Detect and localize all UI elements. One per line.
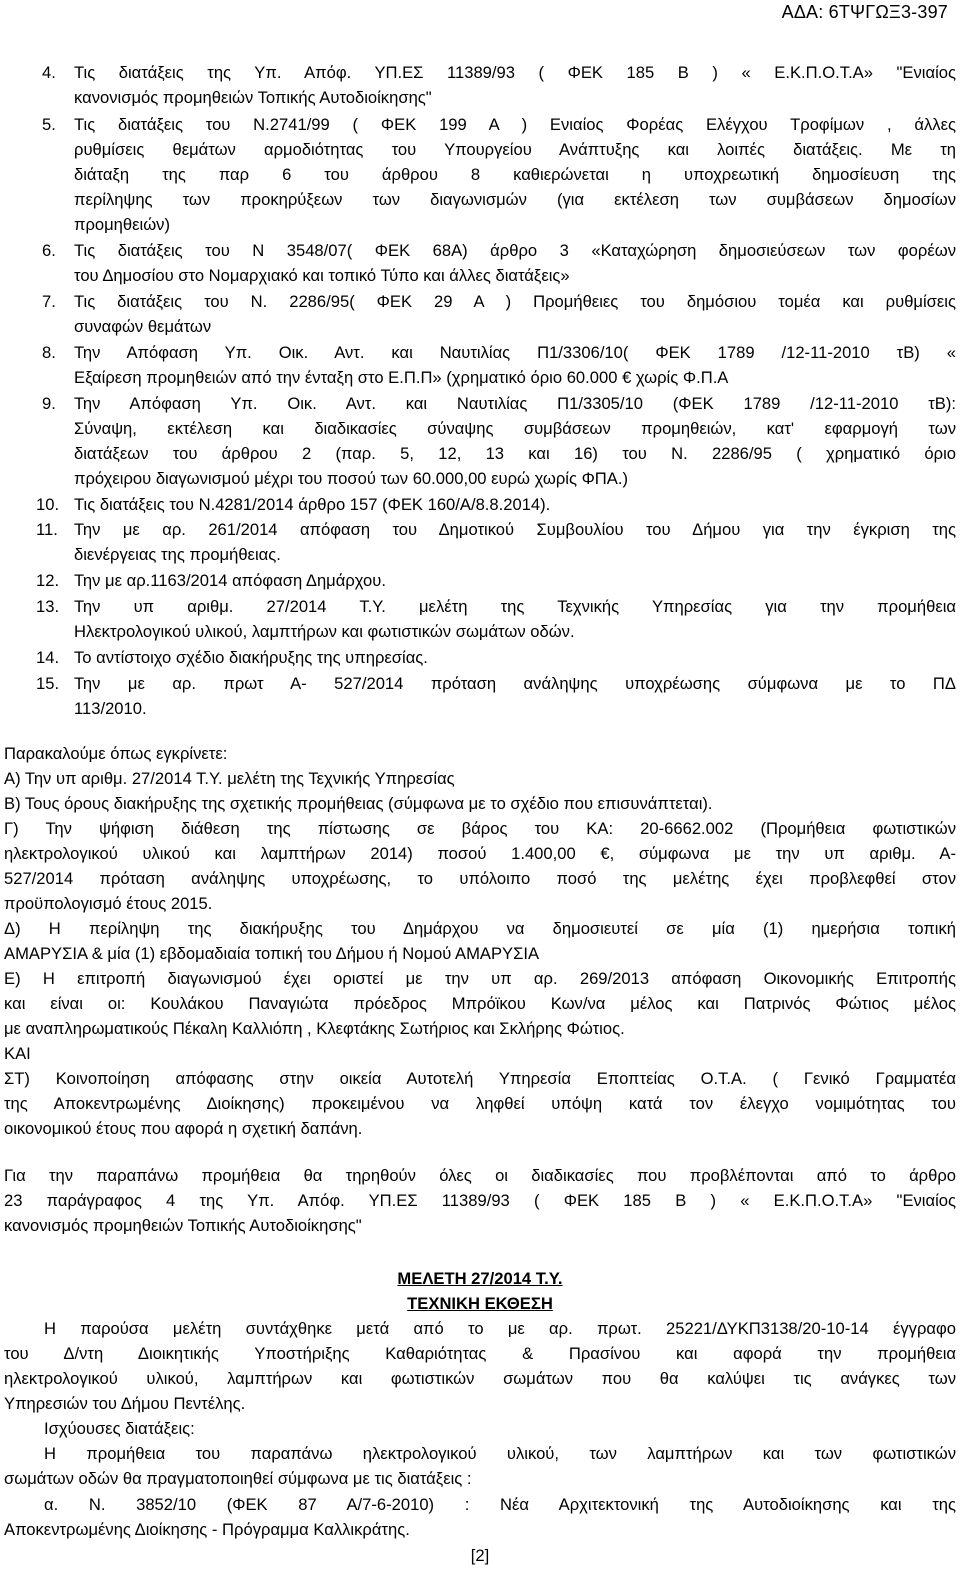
list-item-line: συναφών θεμάτων [74,317,212,336]
list-item-line: διατάξεων του άρθρου 2 (παρ. 5, 12, 13 και 16) του Ν. 2286/95 ( χρηματικό όριο [74,444,956,463]
list-item-number: 8. [42,343,56,362]
list-item-line: του Δημοσίου στο Νομαρχιακό και τοπικό Τύπο και άλλες διατάξεις» [74,266,570,285]
list-item-number: 12. [36,571,60,590]
list-item-number: 9. [42,394,56,413]
point-e-line: με αναπληρωματικούς Πέκαλη Καλλιόπη , Κλεφτάκης Σωτήριος και Σκλήρης Φώτιος. [4,1019,625,1038]
list-item-line: 113/2010. [74,699,147,718]
list-item-number: 10. [36,495,60,514]
point-b: Β) Τους όρους διακήρυξης της σχετικής προμήθειας (σύμφωνα με το σχέδιο που επισυνάπτεται). [4,794,713,813]
point-g-line: ηλεκτρολογικού υλικού και λαμπτήρων 2014) ποσού 1.400,00 €, σύμφωνα με την υπ αριθμ. Α- [4,844,956,863]
list-item-line: Τις διατάξεις του Ν.4281/2014 άρθρο 157 (ΦΕΚ 160/Α/8.8.2014). [74,495,551,514]
point-e-line: Ε) Η επιτροπή διαγωνισμού έχει οριστεί με την υπ αρ. 269/2013 απόφαση Οικονομικής Επιτροπής [4,969,956,988]
list-item-line: Τις διατάξεις της Υπ. Απόφ. ΥΠ.ΕΣ 11389/93 ( ΦΕΚ 185 Β ) « Ε.Κ.Π.Ο.Τ.Α» "Ενιαίος [74,63,956,82]
point-d-line: Δ) Η περίληψη της διακήρυξης του Δημάρχου να δημοσιευτεί σε μία (1) ημερήσια τοπική [4,919,956,938]
list-item-line: διενέργειας της προμήθειας. [74,545,281,564]
list-item-line: Την με αρ. πρωτ Α- 527/2014 πρόταση ανάληψης υποχρέωσης σύμφωνα με το ΠΔ [74,674,956,693]
study-paragraph-line: σωμάτων οδών θα πραγματοποιηθεί σύμφωνα με τις διατάξεις : [4,1469,472,1488]
list-item-line: Σύναψη, εκτέλεση και διαδικασίες σύναψης συμβάσεων προμηθειών, κατ' εφαρμογή των [74,419,956,438]
list-item-line: ρυθμίσεις θεμάτων αρμοδιότητας του Υπουργείου Ανάπτυξης και λοιπές διατάξεις. Με τη [74,140,956,159]
study-paragraph-line: Υπηρεσιών του Δήμου Πεντέλης. [4,1394,246,1413]
list-item-number: 4. [42,63,56,82]
list-item-line: Εξαίρεση προμηθειών από την ένταξη στο Ε.Π.Π» (χρηματικό όριο 60.000 € χωρίς Φ.Π.Α [74,368,729,387]
point-st-line: οικονομικού έτους που αφορά η σχετική δαπάνη. [4,1119,363,1138]
list-item-line: Την Απόφαση Υπ. Οικ. Αντ. και Ναυτιλίας Π1/3305/10 (ΦΕΚ 1789 /12-11-2010 τΒ): [74,394,956,413]
study-subtitle: ΤΕΧΝΙΚΗ ΕΚΘΕΣΗ [407,1294,553,1313]
kai-label: ΚΑΙ [4,1044,31,1063]
page-number: [2] [470,1546,490,1565]
ada-header: ΑΔΑ: 6ΤΨΓΩΞ3-397 [781,2,948,22]
study-title: ΜΕΛΕΤΗ 27/2014 Τ.Υ. [397,1269,563,1288]
list-item-line: Το αντίστοιχο σχέδιο διακήρυξης της υπηρεσίας. [74,648,428,667]
list-item-line: Τις διατάξεις του Ν. 2286/95( ΦΕΚ 29 Α ) Προμήθειες του δημόσιου τομέα και ρυθμίσεις [74,292,956,311]
list-item-line: Ηλεκτρολογικού υλικού, λαμπτήρων και φωτιστικών σωμάτων οδών. [74,622,575,641]
point-d-line: ΑΜΑΡΥΣΙΑ & μία (1) εβδομαδιαία τοπική του Δήμου ή Νομού ΑΜΑΡΥΣΙΑ [4,944,540,963]
valid-provisions-label: Ισχύουσες διατάξεις: [44,1419,195,1438]
list-item-line: Την με αρ. 261/2014 απόφαση του Δημοτικού Συμβουλίου του Δήμου για την έγκριση της [74,520,956,539]
point-st-line: ΣΤ) Κοινοποίηση απόφασης στην οικεία Αυτοτελή Υπηρεσία Εποπτείας Ο.Τ.Α. ( Γενικό Γραμματέα [4,1069,956,1088]
provision-alpha-line: Αποκεντρωμένης Διοίκησης - Πρόγραμμα Καλλικράτης. [4,1520,410,1539]
point-a: Α) Την υπ αριθμ. 27/2014 Τ.Υ. μελέτη της Τεχνικής Υπηρεσίας [4,769,455,788]
study-paragraph-line: ηλεκτρολογικού υλικού, λαμπτήρων και φωτιστικών σωμάτων που θα καλύψει τις ανάγκες των [4,1369,956,1388]
point-e-line: και είναι οι: Κουλάκου Παναγιώτα πρόεδρος Μπρόϊκου Κων/να μέλος και Πατρινός Φώτιος μέλος [4,994,956,1013]
list-item-number: 15. [36,674,60,693]
final-paragraph-line: 23 παράγραφος 4 της Υπ. Απόφ. ΥΠ.ΕΣ 11389/93 ( ΦΕΚ 185 Β ) « Ε.Κ.Π.Ο.Τ.Α» "Ενιαίος [4,1191,956,1210]
list-item-line: Τις διατάξεις του Ν 3548/07( ΦΕΚ 68Α) άρθρο 3 «Καταχώρηση δημοσιεύσεων των φορέων [74,241,956,260]
point-g-line: 527/2014 πρόταση ανάληψης υποχρέωσης, το υπόλοιπο ποσό της μελέτης έχει προβλεφθεί στον [4,869,956,888]
list-item-line: διάταξη της παρ 6 του άρθρου 8 καθιερώνεται η υποχρεωτική δημοσίευση της [74,165,956,184]
list-item-number: 14. [36,648,60,667]
final-paragraph-line: κανονισμός προμηθειών Τοπικής Αυτοδιοίκησης" [4,1216,362,1235]
list-item-number: 13. [36,597,60,616]
point-g-line: Γ) Την ψήφιση διάθεση της πίστωσης σε βάρος του ΚΑ: 20-6662.002 (Προμήθεια φωτιστικών [4,819,956,838]
final-paragraph-line: Για την παραπάνω προμήθεια θα τηρηθούν όλες οι διαδικασίες που προβλέπονται από το άρθρο [4,1166,956,1185]
list-item-number: 6. [42,241,56,260]
list-item-line: πρόχειρου διαγωνισμού μέχρι του ποσού των 60.000,00 ευρώ χωρίς ΦΠΑ.) [74,469,628,488]
list-item-line: Την Απόφαση Υπ. Οικ. Αντ. και Ναυτιλίας Π1/3306/10( ΦΕΚ 1789 /12-11-2010 τΒ) « [74,343,956,362]
list-item-line: περίληψης των προκηρύξεων των διαγωνισμών (για εκτέλεση των συμβάσεων δημοσίων [74,190,956,209]
list-item-number: 5. [42,115,56,134]
request-heading: Παρακαλούμε όπως εγκρίνετε: [4,744,228,763]
list-item-line: Την υπ αριθμ. 27/2014 Τ.Υ. μελέτη της Τεχνικής Υπηρεσίας για την προμήθεια [74,597,956,616]
list-item-number: 7. [42,292,56,311]
study-paragraph-line: Η παρούσα μελέτη συντάχθηκε μετά από το με αρ. πρωτ. 25221/ΔΥΚΠ3138/20-10-14 έγγραφο [44,1319,956,1338]
list-item-number: 11. [36,520,58,539]
study-paragraph-line: Η προμήθεια του παραπάνω ηλεκτρολογικού υλικού, των λαμπτήρων και των φωτιστικών [44,1444,956,1463]
list-item-line: Την με αρ.1163/2014 απόφαση Δημάρχου. [74,571,386,590]
point-g-line: προϋπολογισμό έτους 2015. [4,894,213,913]
study-paragraph-line: του Δ/ντη Διοικητικής Υποστήριξης Καθαριότητας & Πρασίνου και αφορά την προμήθεια [4,1344,956,1363]
point-st-line: της Αποκεντρωμένης Διοίκησης) προκειμένου να ληφθεί υπόψη κατά τον έλεγχο νομιμότητας του [4,1094,956,1113]
list-item-line: κανονισμός προμηθειών Τοπικής Αυτοδιοίκησης" [74,88,432,107]
provision-alpha-line: α. Ν. 3852/10 (ΦΕΚ 87 Α/7-6-2010) : Νέα Αρχιτεκτονική της Αυτοδιοίκησης και της [44,1495,956,1514]
list-item-line: Τις διατάξεις του Ν.2741/99 ( ΦΕΚ 199 Α ) Ενιαίος Φορέας Ελέγχου Τροφίμων , άλλες [74,115,956,134]
list-item-line: προμηθειών) [74,215,170,234]
